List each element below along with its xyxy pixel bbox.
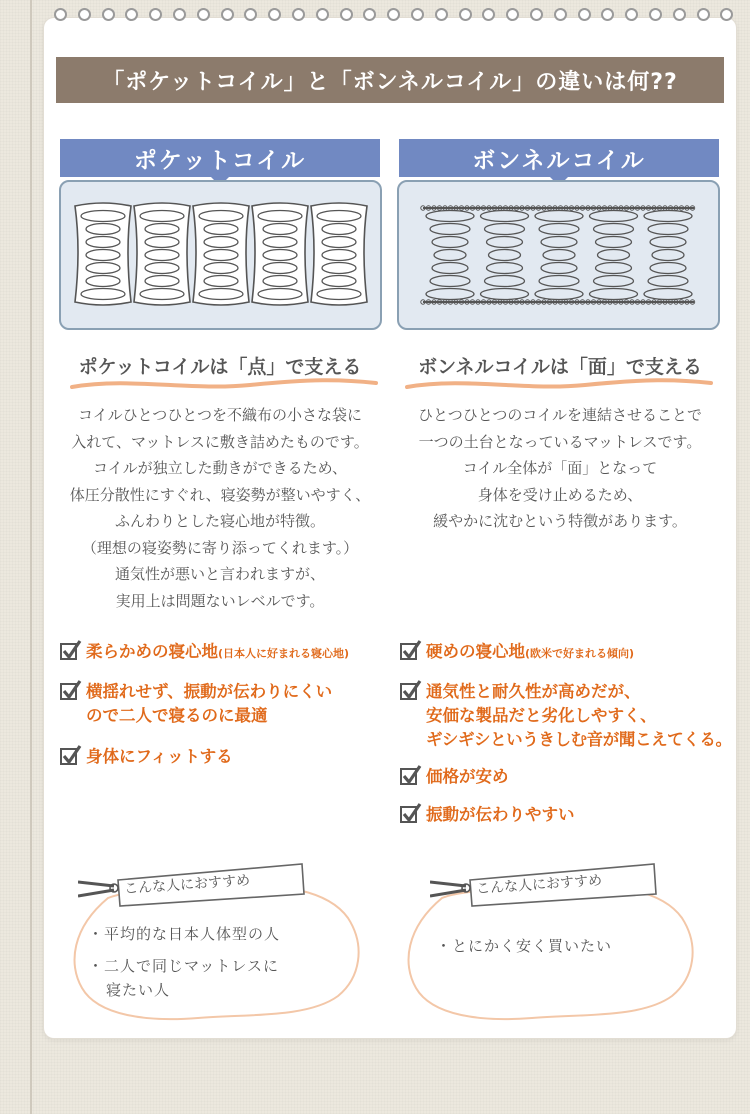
pocket-coil	[75, 203, 131, 305]
binder-ring	[102, 8, 115, 21]
description-line: ひとつひとつのコイルを連結させることで	[418, 406, 702, 424]
bonnell-recommend-label: こんな人におすすめ	[475, 872, 603, 898]
binder-ring	[292, 8, 305, 21]
binder-ring	[482, 8, 495, 21]
binder-ring	[54, 8, 67, 21]
binder-ring	[411, 8, 424, 21]
description-line: 実用上は問題ないレベルです。	[115, 591, 325, 610]
description-line: コイル全体が「面」となって	[462, 459, 658, 477]
check-icon	[60, 680, 82, 702]
binder-ring	[673, 8, 686, 21]
binder-ring	[363, 8, 376, 21]
binder-ring	[268, 8, 281, 21]
recommend-item: ・とにかく安く買いたい	[436, 937, 613, 955]
binder-ring	[221, 8, 234, 21]
description-line: ふんわりとした寝心地が特徴。	[114, 512, 325, 530]
description-line: 体圧分散性にすぐれ、寝姿勢が整いやすく、	[69, 485, 371, 504]
feature-note: (欧米で好まれる傾向)	[525, 647, 635, 660]
feature-text: 身体にフィットする	[86, 747, 233, 766]
description-line: 緩やかに沈むという特徴があります。	[433, 512, 687, 530]
binder-ring	[459, 8, 472, 21]
description-line: 一つの土台となっているマットレスです。	[418, 432, 702, 451]
binder-ring	[649, 8, 662, 21]
binder-ring	[387, 8, 400, 21]
feature-text: 価格が安め	[426, 767, 509, 786]
binder-ring	[720, 8, 733, 21]
pocket-coil	[193, 203, 249, 305]
bonnell-coil	[644, 211, 692, 300]
binder-ring	[78, 8, 91, 21]
feature-text: 柔らかめの寝心地	[86, 642, 218, 661]
binder-ring	[625, 8, 638, 21]
binder-ring	[125, 8, 138, 21]
feature-note: (日本人に好まれる寝心地)	[218, 647, 350, 660]
bonnell-description	[396, 402, 724, 535]
bonnell-coil	[426, 211, 474, 300]
pocket-coil	[252, 203, 308, 305]
feature-text-line3: ギシギシというきしむ音が聞こえてくる。	[426, 730, 732, 749]
binder-rings	[44, 8, 736, 28]
pocket-coil-header: ポケットコイル	[60, 139, 380, 177]
description-line: コイルが独立した動きができるため、	[93, 459, 347, 477]
pocket-coil	[311, 203, 367, 305]
feature-text-line2: 安価な製品だと劣化しやすく、	[426, 706, 657, 725]
binder-ring	[244, 8, 257, 21]
pocket-subtitle: ポケットコイルは「点」で支える	[78, 356, 362, 378]
check-icon	[400, 765, 422, 787]
bonnell-coil-header: ボンネルコイル	[399, 139, 719, 177]
pocket-coil-illustration	[59, 180, 382, 330]
binder-ring	[697, 8, 710, 21]
binder-ring	[506, 8, 519, 21]
binder-ring	[149, 8, 162, 21]
margin-rule	[30, 0, 32, 1114]
recommend-item: 寝たい人	[106, 981, 171, 999]
bonnell-coil-illustration	[397, 180, 720, 330]
check-icon	[400, 803, 422, 825]
binder-ring	[601, 8, 614, 21]
bonnell-underline	[405, 377, 715, 393]
binder-ring	[554, 8, 567, 21]
bonnell-coil	[535, 211, 583, 300]
check-icon	[60, 745, 82, 767]
binder-ring	[435, 8, 448, 21]
binder-ring	[530, 8, 543, 21]
description-line: （理想の寝姿勢に寄り添ってくれます。）	[81, 538, 359, 557]
description-line: コイルひとつひとつを不織布の小さな袋に	[78, 406, 362, 424]
pocket-recommend-label: こんな人におすすめ	[123, 872, 251, 898]
feature-text: 硬めの寝心地	[426, 642, 525, 661]
pocket-coil	[134, 203, 190, 305]
binder-ring	[197, 8, 210, 21]
check-icon	[400, 680, 422, 702]
pocket-underline	[70, 377, 380, 393]
binder-ring	[173, 8, 186, 21]
page-title: 「ポケットコイル」と「ボンネルコイル」の違いは何??	[56, 57, 724, 103]
check-icon	[60, 640, 82, 662]
feature-text: 振動が伝わりやすい	[426, 805, 575, 824]
bonnell-subtitle: ボンネルコイルは「面」で支える	[418, 356, 702, 378]
recommend-item: ・二人で同じマットレスに	[88, 957, 279, 975]
recommend-item: ・平均的な日本人体型の人	[88, 925, 281, 943]
description-line: 入れて、マットレスに敷き詰めたものです。	[71, 432, 369, 451]
pocket-description	[56, 402, 384, 614]
feature-text-line1: 横揺れせず、振動が伝わりにくい	[86, 682, 333, 701]
bonnell-coil	[590, 211, 638, 300]
check-icon	[400, 640, 422, 662]
feature-text-line2: ので二人で寝るのに最適	[86, 706, 268, 725]
binder-ring	[316, 8, 329, 21]
bonnell-coil	[481, 211, 529, 300]
binder-ring	[578, 8, 591, 21]
feature-text-line1: 通気性と耐久性が高めだが、	[426, 682, 641, 701]
description-line: 身体を受け止めるため、	[477, 485, 643, 504]
binder-ring	[340, 8, 353, 21]
description-line: 通気性が悪いと言われますが、	[114, 565, 325, 583]
